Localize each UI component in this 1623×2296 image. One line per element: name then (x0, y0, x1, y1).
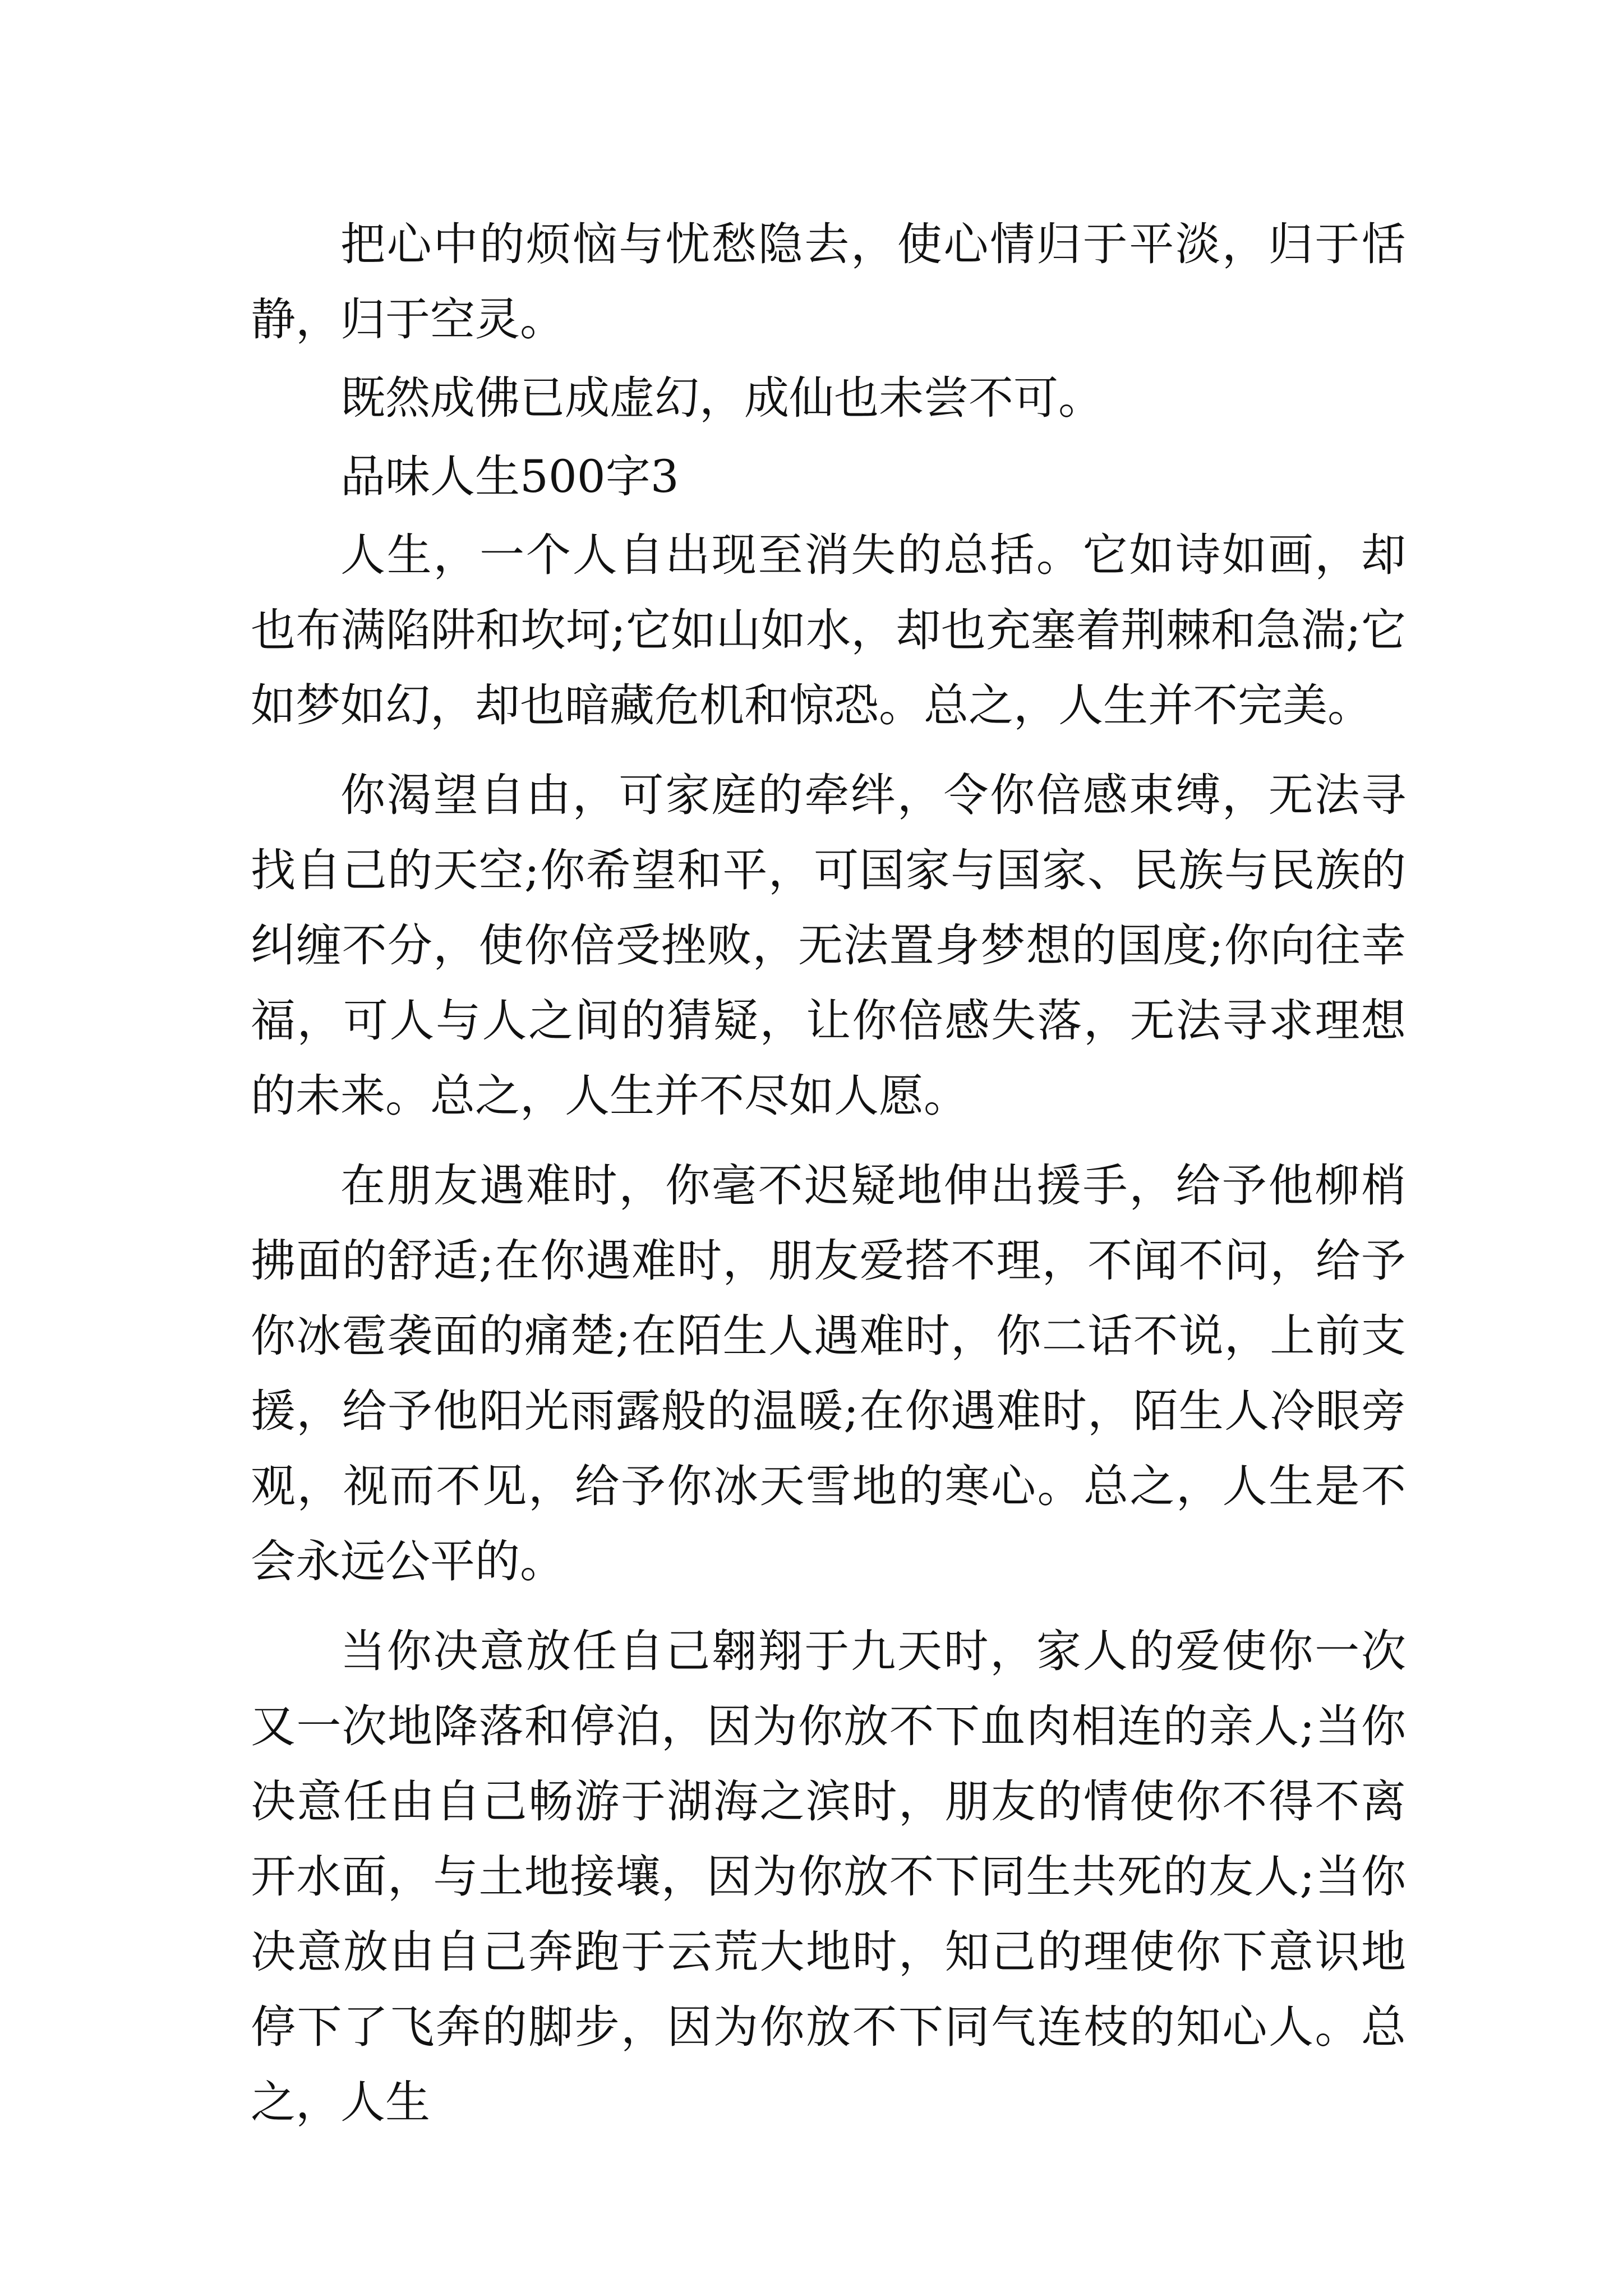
paragraph-4: 你渴望自由，可家庭的牵绊，令你倍感束缚，无法寻找自己的天空;你希望和平，可国家与国家、民族与民族的纠缠不分，使你倍受挫败，无法置身梦想的国度;你向往幸福，可人与人之间的猜疑，让你倍感失落，无法寻求理想的未来。总之，人生并不尽如人愿。 (251, 769, 1406, 1122)
paragraph-5: 在朋友遇难时，你毫不迟疑地伸出援手，给予他柳梢拂面的舒适;在你遇难时，朋友爱搭不理，不闻不问，给予你冰雹袭面的痛楚;在陌生人遇难时，你二话不说，上前支援，给予他阳光雨露般的温暖;在你遇难时，陌生人冷眼旁观，视而不见，给予你冰天雪地的寒心。总之，人生是不会永远公平的。 (251, 1159, 1406, 1588)
document-body (251, 207, 1406, 2140)
paragraph-2: 既然成佛已成虚幻，成仙也未尝不可。 (340, 372, 1103, 424)
paragraph-6: 当你决意放任自己翱翔于九天时，家人的爱使你一次又一次地降落和停泊，因为你放不下血肉相连的亲人;当你决意任由自己畅游于湖海之滨时，朋友的情使你不得不离开水面，与土地接壤，因为你放不下同生共死的友人;当你决意放由自己奔跑于云荒大地时，知己的理使你下意识地停下了飞奔的脚步，因为你放不下同气连枝的知心人。总之，人生 (251, 1625, 1406, 2128)
section-heading: 品味人生500字3 (340, 450, 679, 503)
paragraph-3: 人生，一个人自出现至消失的总括。它如诗如画，却也布满陷阱和坎坷;它如山如水，却也充塞着荆棘和急湍;它如梦如幻，却也暗藏危机和惊恐。总之，人生并不完美。 (251, 529, 1406, 731)
paragraph-1: 把心中的烦恼与忧愁隐去，使心情归于平淡，归于恬静，归于空灵。 (251, 218, 1406, 346)
